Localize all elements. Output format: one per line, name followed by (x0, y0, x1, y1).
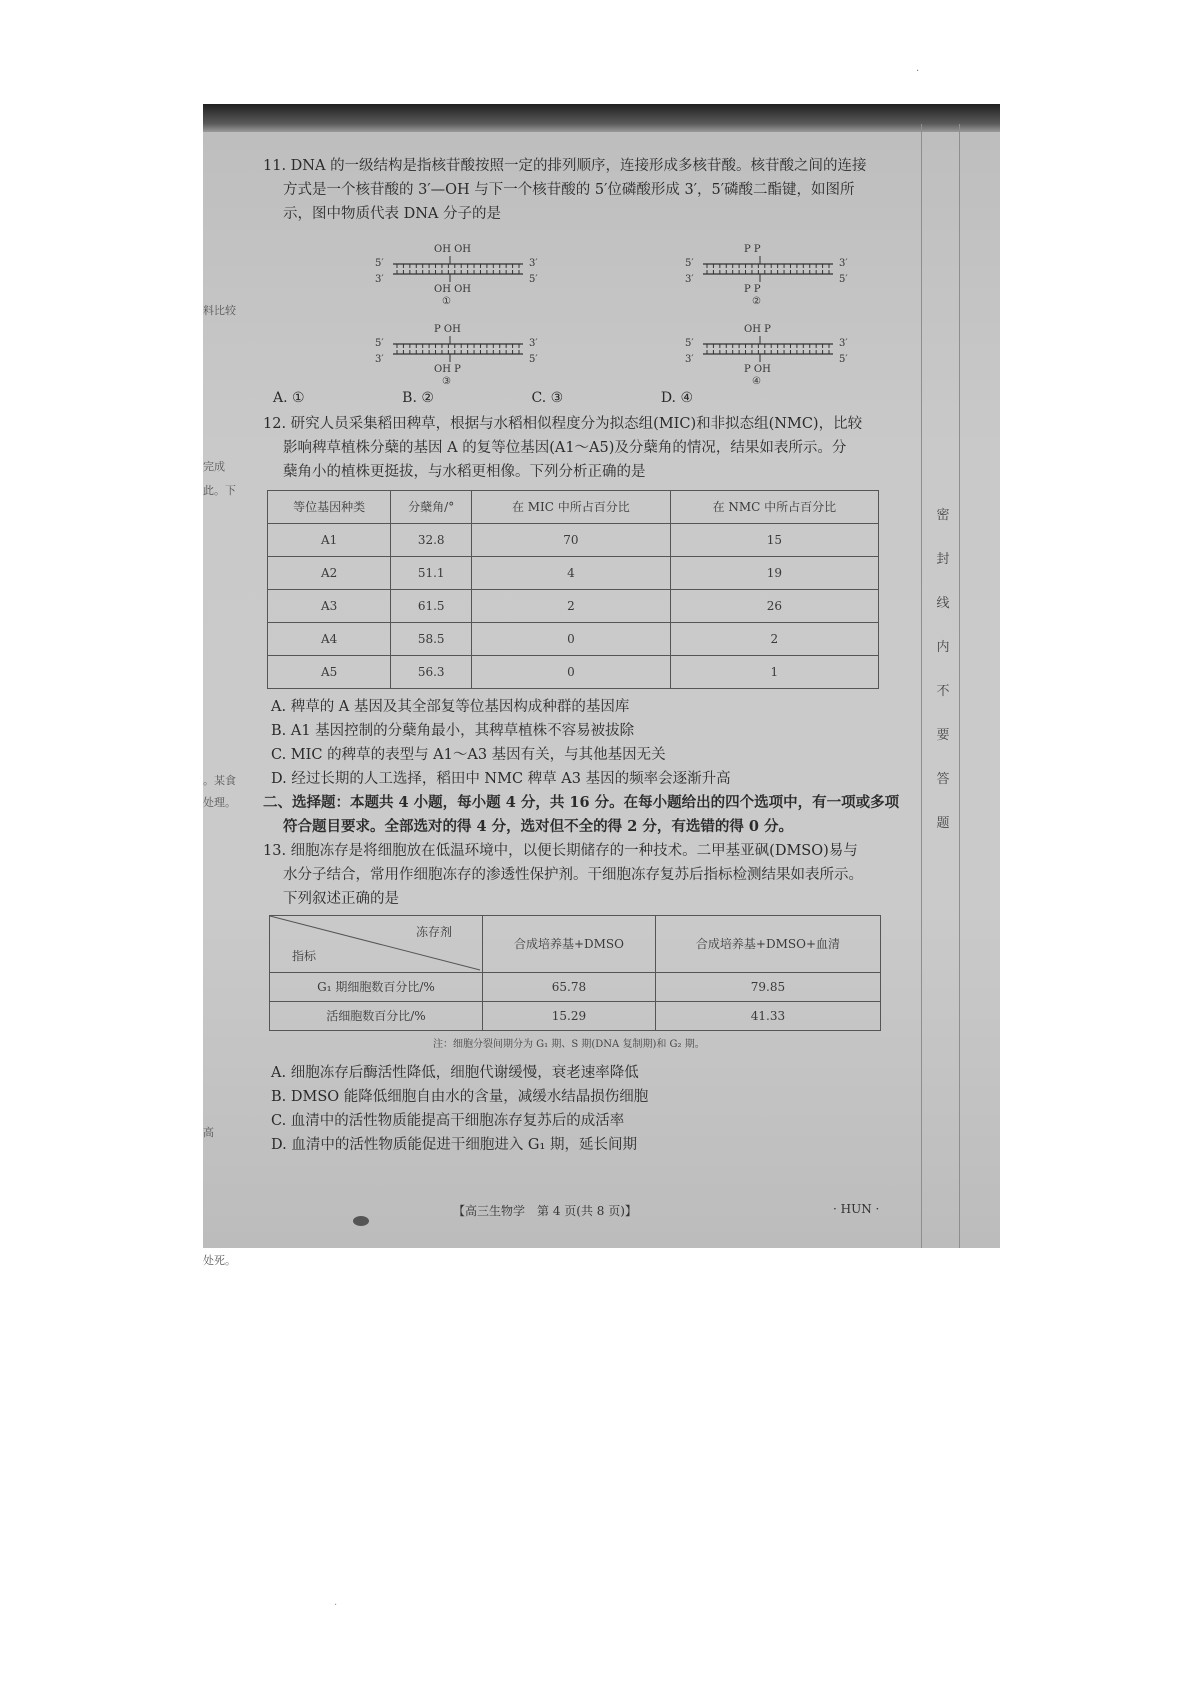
cell: 4 (472, 557, 671, 590)
fragment: 此。下 (203, 484, 236, 497)
q11-line: 方式是一个核苷酸的 3′—OH 与下一个核苷酸的 5′位磷酸形成 3′，5′磷酸二酯键，如图所 (283, 182, 855, 198)
diagram-number: ③ (442, 376, 451, 387)
q11-option-d[interactable]: D. ④ (660, 390, 693, 406)
dna-diagrams (373, 230, 923, 386)
q11-option-c[interactable]: C. ③ (531, 390, 564, 406)
ink-blot (353, 1216, 369, 1226)
table-row (270, 973, 881, 1002)
fragment: 高 (203, 1126, 214, 1139)
top-group-label: OH P (744, 324, 771, 335)
q11-line: 11. DNA 的一级结构是指核苷酸按照一定的排列顺序，连接形成多核苷酸。核苷酸之间的连接 (263, 158, 867, 174)
table-row (268, 557, 879, 590)
cell: 15.29 (483, 1002, 656, 1031)
cell: 活细胞数百分比/% (270, 1002, 483, 1031)
cell: 58.5 (391, 623, 472, 656)
cell: 56.3 (391, 656, 472, 689)
cell: 0 (472, 623, 671, 656)
q11-option-b[interactable]: B. ② (402, 390, 434, 406)
q13-line: 13. 细胞冻存是将细胞放在低温环境中，以便长期储存的一种技术。二甲基亚砜(DMSO)易与 (263, 843, 858, 859)
q12-line: 影响稗草植株分蘖的基因 A 的复等位基因(A1～A5)及分蘖角的情况，结果如表所示。分 (283, 440, 847, 456)
diagram-number: ④ (752, 376, 761, 387)
strand-end-label: 3′ (375, 274, 384, 285)
cell: 0 (472, 656, 671, 689)
cell: 32.8 (391, 524, 472, 557)
page-footer: 【高三生物学 第 4 页(共 8 页)】 (453, 1204, 637, 1218)
cell: 41.33 (655, 1002, 880, 1031)
cell: 15 (670, 524, 878, 557)
bottom-group-label: OH OH (434, 284, 472, 295)
q12-option-a[interactable]: A. 稗草的 A 基因及其全部复等位基因构成种群的基因库 (271, 699, 630, 715)
cell: A4 (268, 623, 391, 656)
strand-end-label: 3′ (375, 354, 384, 365)
q13-option-b[interactable]: B. DMSO 能降低细胞自由水的含量，减缓水结晶损伤细胞 (271, 1089, 649, 1105)
fragment: 料比较 (203, 304, 236, 317)
previous-page-strip (203, 164, 236, 1267)
bottom-group-label: P OH (744, 364, 771, 375)
fragment: 处理。 (203, 796, 236, 809)
q11-option-a[interactable]: A. ① (273, 390, 305, 406)
bottom-group-label: P P (744, 284, 761, 295)
fragment: 完成 (203, 460, 225, 473)
document-photo (203, 104, 1000, 1267)
cell: 26 (670, 590, 878, 623)
strand-end-label: 5′ (685, 258, 694, 269)
table-row (268, 656, 879, 689)
q13-option-d[interactable]: D. 血清中的活性物质能促进干细胞进入 G₁ 期，延长间期 (271, 1137, 637, 1153)
diagonal-header-cell (270, 916, 483, 973)
table-header: 在 NMC 中所占百分比 (670, 491, 878, 524)
fragment: 处死。 (203, 1254, 236, 1267)
strand-end-label: 3′ (529, 338, 538, 349)
table-row (268, 524, 879, 557)
diagram-number: ① (442, 296, 451, 307)
table-header-row (268, 491, 879, 524)
top-group-label: P OH (434, 324, 461, 335)
cell: 51.1 (391, 557, 472, 590)
cryopreservation-table (269, 915, 881, 1031)
q12-line: 蘖角小的植株更挺拔，与水稻更相像。下列分析正确的是 (283, 464, 646, 480)
table-header: 等位基因种类 (268, 491, 391, 524)
q13-line: 水分子结合，常用作细胞冻存的渗透性保护剂。干细胞冻存复苏后指标检测结果如表所示。 (283, 867, 863, 883)
q13-option-a[interactable]: A. 细胞冻存后酶活性降低，细胞代谢缓慢，衰老速率降低 (271, 1065, 639, 1081)
allele-table (267, 490, 879, 689)
dna-diagram-3 (373, 310, 633, 386)
table-note: 注：细胞分裂间期分为 G₁ 期、S 期(DNA 复制期)和 G₂ 期。 (433, 1039, 705, 1050)
q13-option-c[interactable]: C. 血清中的活性物质能提高干细胞冻存复苏后的成活率 (271, 1113, 625, 1129)
strand-end-label: 3′ (685, 354, 694, 365)
strand-end-label: 3′ (839, 258, 848, 269)
table-row (270, 1002, 881, 1031)
cell: A2 (268, 557, 391, 590)
strand-end-label: 5′ (529, 274, 538, 285)
dna-diagram-4 (683, 310, 943, 386)
section-heading: 二、选择题：本题共 4 小题，每小题 4 分，共 16 分。在每小题给出的四个选项中，有一项或多项 (263, 794, 900, 811)
strand-end-label: 5′ (375, 258, 384, 269)
strand-end-label: 5′ (375, 338, 384, 349)
cell: A5 (268, 656, 391, 689)
strand-end-label: 3′ (685, 274, 694, 285)
q12-line: 12. 研究人员采集稻田稗草，根据与水稻相似程度分为拟态组(MIC)和非拟态组(NMC)，比较 (263, 416, 863, 432)
dna-diagram-2 (683, 230, 943, 306)
cell: 61.5 (391, 590, 472, 623)
table-header: 分蘖角/° (391, 491, 472, 524)
speck: · (334, 1600, 338, 1611)
table-header: 合成培养基+DMSO+血清 (655, 916, 880, 973)
cell: 70 (472, 524, 671, 557)
page-code: · HUN · (833, 1202, 880, 1216)
cell: A1 (268, 524, 391, 557)
section-heading: 符合题目要求。全部选对的得 4 分，选对但不全的得 2 分，有选错的得 0 分。 (283, 818, 794, 835)
strand-end-label: 3′ (529, 258, 538, 269)
cell: G₁ 期细胞数百分比/% (270, 973, 483, 1002)
table-header-row (270, 916, 881, 973)
strand-end-label: 5′ (529, 354, 538, 365)
binding-line (959, 124, 960, 1248)
fragment: 。某食 (203, 774, 236, 787)
q12-option-c[interactable]: C. MIC 的稗草的表型与 A1～A3 基因有关，与其他基因无关 (271, 747, 666, 763)
cell: 2 (472, 590, 671, 623)
table-header: 合成培养基+DMSO (483, 916, 656, 973)
table-row (268, 590, 879, 623)
q12-option-b[interactable]: B. A1 基因控制的分蘖角最小，其稗草植株不容易被拔除 (271, 723, 635, 739)
corner-top: 冻存剂 (415, 925, 452, 939)
strand-end-label: 5′ (839, 354, 848, 365)
dna-diagram-1 (373, 230, 633, 306)
table-header: 在 MIC 中所占百分比 (472, 491, 671, 524)
strand-end-label: 3′ (839, 338, 848, 349)
q13-line: 下列叙述正确的是 (283, 891, 399, 907)
speck: · (916, 66, 920, 77)
top-group-label: P P (744, 244, 761, 255)
q11-line: 示，图中物质代表 DNA 分子的是 (283, 206, 502, 222)
table-row (268, 623, 879, 656)
page-content (263, 154, 923, 1157)
strand-end-label: 5′ (839, 274, 848, 285)
cell: 1 (670, 656, 878, 689)
top-group-label: OH OH (434, 244, 472, 255)
strand-end-label: 5′ (685, 338, 694, 349)
q12-option-d[interactable]: D. 经过长期的人工选择，稻田中 NMC 稗草 A3 基因的频率会逐渐升高 (271, 771, 731, 787)
cell: 79.85 (655, 973, 880, 1002)
cell: 19 (670, 557, 878, 590)
diagram-number: ② (752, 296, 761, 307)
cell: A3 (268, 590, 391, 623)
corner-bottom: 指标 (292, 949, 317, 963)
q11-options (273, 386, 693, 410)
cell: 2 (670, 623, 878, 656)
photo-dark-edge (203, 104, 1000, 132)
bottom-group-label: OH P (434, 364, 461, 375)
cell: 65.78 (483, 973, 656, 1002)
seal-line-text: 密 封 线 内 不 要 答 题 (936, 508, 950, 831)
